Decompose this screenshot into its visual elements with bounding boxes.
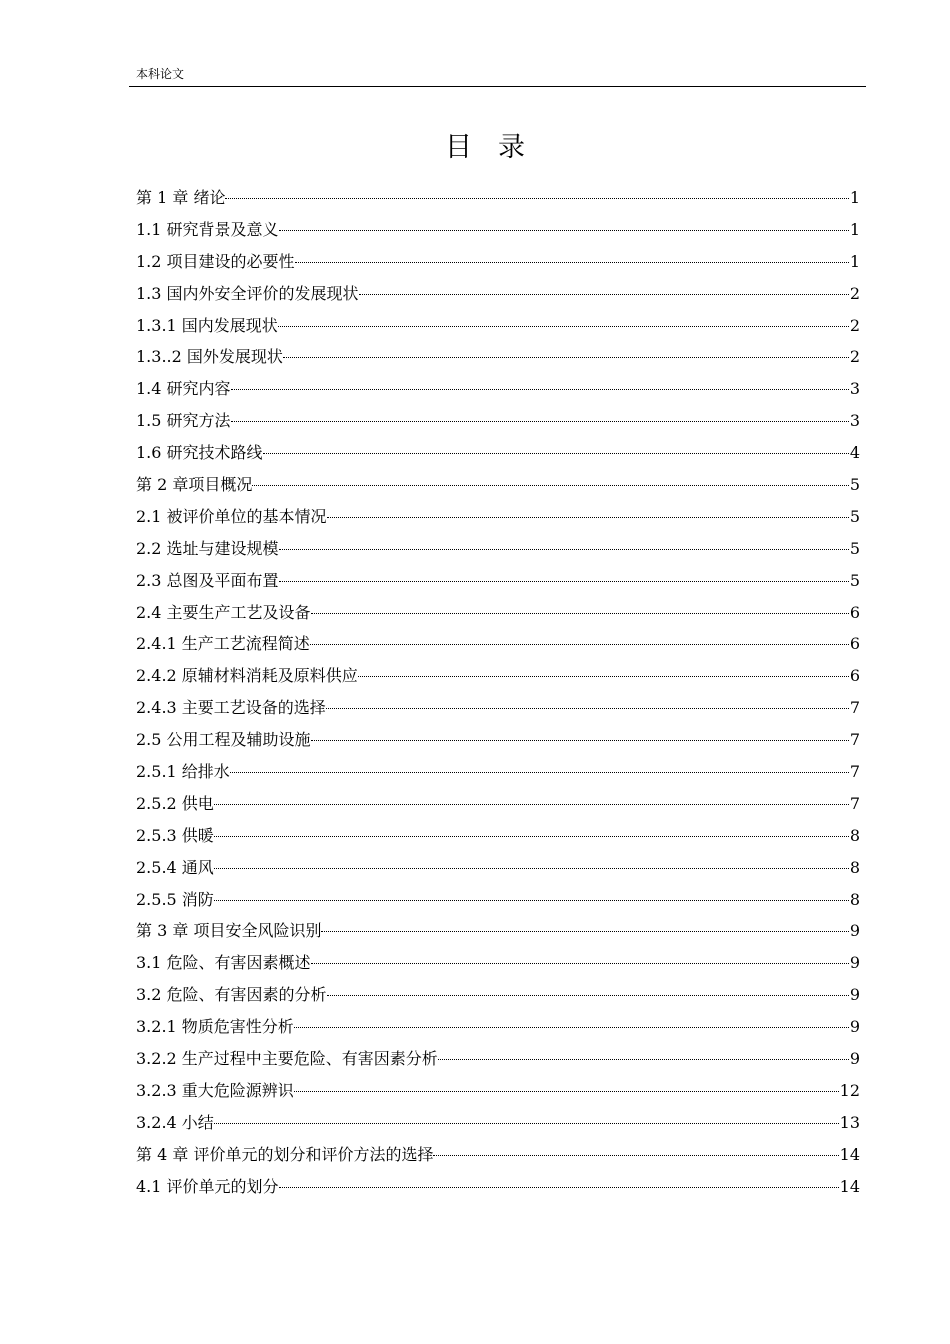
toc-entry[interactable]: [136, 310, 860, 342]
toc-entry-page-number: 7: [849, 698, 860, 718]
toc-entry-page-number: 3: [849, 411, 860, 431]
toc-entry-page-number: 8: [849, 825, 860, 845]
toc-entry-label: 2.4 主要生产工艺及设备: [136, 602, 311, 622]
toc-entry-label: 1.6 研究技术路线: [136, 443, 263, 463]
toc-dot-leader: [278, 325, 849, 327]
toc-entry[interactable]: [136, 1139, 860, 1171]
toc-dot-leader: [438, 1058, 849, 1060]
toc-entry-label: 第 2 章项目概况: [136, 475, 253, 495]
toc-dot-leader: [279, 580, 849, 582]
toc-entry-page-number: 5: [849, 506, 860, 526]
toc-entry[interactable]: [136, 278, 860, 310]
toc-entry[interactable]: [136, 341, 860, 373]
toc-dot-leader: [225, 197, 848, 199]
toc-entry-label: 3.2.1 物质危害性分析: [136, 1017, 294, 1037]
toc-dot-leader: [311, 612, 849, 614]
toc-entry-label: 2.5.4 通风: [136, 857, 214, 877]
toc-dot-leader: [311, 739, 849, 741]
toc-entry-page-number: 1: [849, 219, 860, 239]
toc-dot-leader: [279, 548, 849, 550]
toc-entry-label: 2.4.1 生产工艺流程简述: [136, 634, 310, 654]
toc-entry-label: 第 1 章 绪论: [136, 188, 226, 207]
toc-entry[interactable]: [136, 884, 860, 916]
toc-entry[interactable]: [136, 979, 860, 1011]
toc-entry-label: 2.5 公用工程及辅助设施: [136, 730, 311, 750]
toc-entry-label: 2.4.2 原辅材料消耗及原料供应: [136, 666, 358, 686]
toc-entry[interactable]: [136, 501, 860, 533]
toc-entry-label: 3.1 危险、有害因素概述: [136, 953, 311, 973]
toc-dot-leader: [252, 484, 848, 486]
toc-dot-leader: [231, 388, 849, 390]
toc-entry[interactable]: [136, 469, 860, 501]
toc-dot-leader: [327, 994, 849, 996]
toc-entry[interactable]: [136, 565, 860, 597]
toc-entry[interactable]: [136, 692, 860, 724]
toc-entry[interactable]: [136, 405, 860, 437]
page-title: 目录: [445, 132, 551, 163]
toc-entry[interactable]: [136, 915, 860, 947]
toc-entry-label: 2.5.3 供暖: [136, 825, 214, 845]
toc-entry-page-number: 1: [849, 188, 860, 207]
toc-dot-leader: [279, 229, 849, 231]
toc-entry-label: 2.3 总图及平面布置: [136, 570, 279, 590]
toc-entry-label: 3.2.3 重大危险源辨识: [136, 1080, 294, 1100]
toc-dot-leader: [326, 707, 849, 709]
toc-entry-page-number: 5: [849, 570, 860, 590]
toc-entry-page-number: 9: [849, 985, 860, 1005]
toc-entry-page-number: 9: [849, 953, 860, 973]
toc-entry-label: 3.2.4 小结: [136, 1112, 214, 1132]
toc-entry-page-number: 7: [849, 730, 860, 750]
toc-entry-label: 4.1 评价单元的划分: [136, 1176, 279, 1196]
toc-dot-leader: [214, 867, 849, 869]
toc-entry-page-number: 13: [839, 1112, 860, 1132]
toc-dot-leader: [214, 899, 849, 901]
toc-entry-label: 3.2 危险、有害因素的分析: [136, 985, 327, 1005]
page-header: [129, 64, 866, 87]
header-text: 本科论文: [136, 67, 185, 81]
toc-entry-label: 1.2 项目建设的必要性: [136, 251, 295, 271]
table-of-contents: [136, 182, 860, 1203]
toc-dot-leader: [214, 1122, 839, 1124]
toc-entry-page-number: 6: [849, 602, 860, 622]
toc-entry[interactable]: [136, 947, 860, 979]
toc-dot-leader: [433, 1154, 838, 1156]
toc-entry[interactable]: [136, 756, 860, 788]
toc-entry-page-number: 4: [849, 443, 860, 463]
toc-dot-leader: [295, 261, 849, 263]
toc-dot-leader: [327, 516, 849, 518]
toc-dot-leader: [294, 1090, 839, 1092]
toc-dot-leader: [214, 835, 849, 837]
toc-entry-label: 3.2.2 生产过程中主要危险、有害因素分析: [136, 1049, 438, 1069]
toc-entry[interactable]: [136, 724, 860, 756]
toc-entry-page-number: 2: [849, 315, 860, 335]
toc-dot-leader: [358, 675, 849, 677]
toc-entry[interactable]: [136, 373, 860, 405]
toc-entry-page-number: 7: [849, 762, 860, 782]
toc-entry-label: 1.3..2 国外发展现状: [136, 347, 283, 367]
toc-entry-page-number: 14: [839, 1144, 860, 1164]
toc-entry[interactable]: [136, 214, 860, 246]
toc-entry[interactable]: [136, 788, 860, 820]
toc-dot-leader: [310, 643, 849, 645]
toc-entry-page-number: 9: [849, 1049, 860, 1069]
toc-entry-label: 2.5.5 消防: [136, 889, 214, 909]
toc-entry[interactable]: [136, 1043, 860, 1075]
toc-entry-page-number: 14: [839, 1176, 860, 1196]
toc-entry-page-number: 6: [849, 666, 860, 686]
toc-dot-leader: [231, 420, 849, 422]
toc-entry-page-number: 9: [849, 921, 860, 941]
toc-dot-leader: [321, 930, 848, 932]
toc-entry-page-number: 2: [849, 283, 860, 303]
toc-entry-page-number: 2: [849, 347, 860, 367]
toc-entry-label: 第 4 章 评价单元的划分和评价方法的选择: [136, 1144, 434, 1164]
toc-dot-leader: [214, 803, 849, 805]
toc-entry[interactable]: [136, 1011, 860, 1043]
toc-entry[interactable]: [136, 597, 860, 629]
toc-entry-page-number: 7: [849, 793, 860, 813]
toc-entry[interactable]: [136, 533, 860, 565]
toc-dot-leader: [359, 293, 849, 295]
toc-entry[interactable]: [136, 1075, 860, 1107]
toc-entry-label: 2.2 选址与建设规模: [136, 538, 279, 558]
toc-entry[interactable]: [136, 1107, 860, 1139]
toc-entry-label: 1.3.1 国内发展现状: [136, 315, 278, 335]
toc-dot-leader: [230, 771, 849, 773]
toc-entry-page-number: 8: [849, 857, 860, 877]
toc-dot-leader: [311, 962, 849, 964]
toc-entry-label: 2.5.1 给排水: [136, 762, 230, 782]
toc-entry-page-number: 5: [849, 538, 860, 558]
toc-entry-page-number: 3: [849, 379, 860, 399]
toc-entry-label: 1.3 国内外安全评价的发展现状: [136, 283, 359, 303]
toc-entry[interactable]: [136, 437, 860, 469]
toc-entry-label: 2.1 被评价单位的基本情况: [136, 506, 327, 526]
toc-entry[interactable]: [136, 660, 860, 692]
toc-entry[interactable]: [136, 628, 860, 660]
toc-entry-page-number: 6: [849, 634, 860, 654]
toc-dot-leader: [283, 356, 849, 358]
toc-entry-label: 第 3 章 项目安全风险识别: [136, 921, 322, 941]
toc-entry-page-number: 12: [839, 1080, 860, 1100]
toc-entry-page-number: 8: [849, 889, 860, 909]
toc-entry[interactable]: [136, 820, 860, 852]
toc-entry[interactable]: [136, 246, 860, 278]
toc-entry-label: 2.4.3 主要工艺设备的选择: [136, 698, 326, 718]
toc-entry[interactable]: [136, 852, 860, 884]
toc-entry[interactable]: [136, 182, 860, 214]
toc-entry-label: 2.5.2 供电: [136, 793, 214, 813]
toc-dot-leader: [263, 452, 849, 454]
toc-entry-label: 1.4 研究内容: [136, 379, 231, 399]
toc-entry-page-number: 9: [849, 1017, 860, 1037]
toc-dot-leader: [279, 1186, 839, 1188]
toc-entry[interactable]: [136, 1171, 860, 1203]
toc-entry-page-number: 5: [849, 475, 860, 495]
toc-entry-page-number: 1: [849, 251, 860, 271]
toc-dot-leader: [294, 1026, 849, 1028]
toc-entry-label: 1.1 研究背景及意义: [136, 219, 279, 239]
toc-entry-label: 1.5 研究方法: [136, 411, 231, 431]
